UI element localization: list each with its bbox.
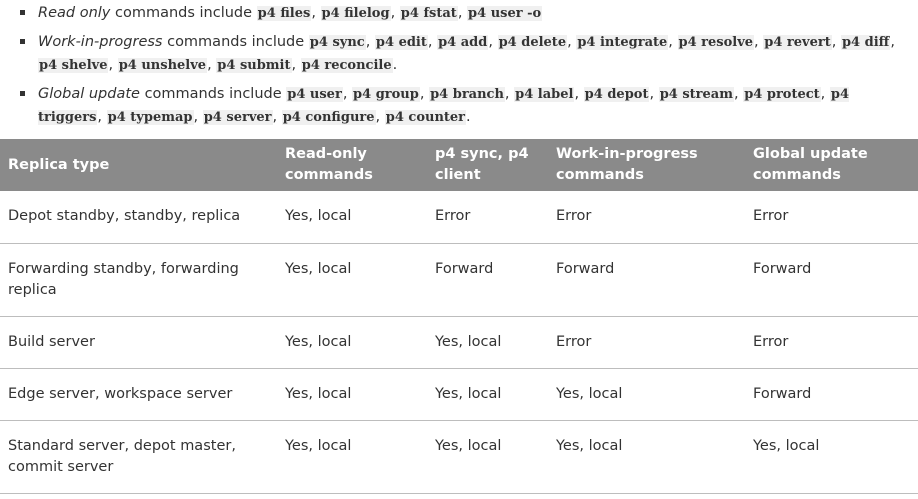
command-category-list	[0, 2, 918, 135]
command: p4 configure	[282, 110, 375, 125]
cell-sync-client: Yes, local	[427, 420, 548, 493]
cell-work-in-progress: Yes, local	[548, 420, 745, 493]
command: p4 diff	[841, 35, 890, 50]
command: p4 typemap	[107, 110, 193, 125]
command: p4 revert	[764, 35, 831, 50]
bullet-work-in-progress: Work-in-progress commands include p4 sync, p4 edit, p4 add, p4 delete, p4 integrate, p4 resolve, p4 revert, p4 diff, p4 shelve, p4 unshelve, p4 submit, p4 reconcile.	[0, 31, 918, 77]
command: p4 filelog	[321, 6, 390, 21]
cell-global-update: Error	[745, 191, 918, 243]
bullet-square-icon	[20, 91, 25, 96]
cell-replica-type: Standard server, depot master, commit server	[0, 420, 277, 493]
bullet-term: Work-in-progress	[38, 34, 163, 50]
cell-sync-client: Error	[427, 191, 548, 243]
cell-global-update: Forward	[745, 368, 918, 420]
bullet-text: commands include	[144, 86, 282, 102]
cell-sync-client: Yes, local	[427, 368, 548, 420]
table-header-row	[0, 139, 918, 191]
header-replica-type: Replica type	[0, 139, 277, 191]
command: p4 resolve	[678, 35, 754, 50]
header-p4-sync-client: p4 sync, p4 client	[427, 139, 548, 191]
table-row	[0, 191, 918, 243]
cell-global-update: Forward	[745, 243, 918, 316]
table-row	[0, 243, 918, 316]
cell-replica-type: Build server	[0, 316, 277, 368]
bullet-read-only: Read only commands include p4 files, p4 filelog, p4 fstat, p4 user -o	[0, 2, 918, 25]
command: p4 stream	[659, 87, 733, 102]
command: p4 submit	[217, 58, 291, 73]
command: p4 counter	[385, 110, 466, 125]
cell-read-only: Yes, local	[277, 316, 427, 368]
command: p4 unshelve	[118, 58, 207, 73]
command: p4 files	[257, 6, 311, 21]
cell-read-only: Yes, local	[277, 368, 427, 420]
bullet-term: Global update	[38, 86, 140, 102]
cell-read-only: Yes, local	[277, 243, 427, 316]
command: p4 user -o	[468, 6, 542, 21]
bullet-text: commands include	[114, 5, 253, 21]
command: p4 group	[353, 87, 419, 102]
command: p4 add	[438, 35, 488, 50]
command: p4 server	[203, 110, 272, 125]
cell-sync-client: Yes, local	[427, 316, 548, 368]
header-work-in-progress-commands: Work-in-progress commands	[548, 139, 745, 191]
cell-read-only: Yes, local	[277, 191, 427, 243]
bullet-text: commands include	[167, 34, 305, 50]
command: p4 integrate	[577, 35, 668, 50]
table-row	[0, 316, 918, 368]
cell-work-in-progress: Forward	[548, 243, 745, 316]
bullet-global-update: Global update commands include p4 user, p4 group, p4 branch, p4 label, p4 depot, p4 stream, p4 protect, p4 triggers, p4 typemap, p4 server, p4 configure, p4 counter.	[0, 83, 918, 129]
cell-work-in-progress: Error	[548, 191, 745, 243]
command: p4 label	[515, 87, 574, 102]
command: p4 protect	[744, 87, 820, 102]
header-read-only-commands: Read-only commands	[277, 139, 427, 191]
command: p4 edit	[375, 35, 427, 50]
header-global-update-commands: Global update commands	[745, 139, 918, 191]
command: p4 reconcile	[301, 58, 392, 73]
cell-sync-client: Forward	[427, 243, 548, 316]
cell-replica-type: Depot standby, standby, replica	[0, 191, 277, 243]
command: p4 shelve	[39, 58, 108, 73]
command: p4 delete	[498, 35, 567, 50]
command: p4 triggers	[38, 87, 850, 125]
cell-work-in-progress: Error	[548, 316, 745, 368]
cell-replica-type: Edge server, workspace server	[0, 368, 277, 420]
replica-commands-table	[0, 139, 918, 494]
table-row	[0, 368, 918, 420]
command: p4 sync	[309, 35, 365, 50]
bullet-term: Read only	[38, 5, 111, 21]
cell-global-update: Yes, local	[745, 420, 918, 493]
cell-replica-type: Forwarding standby, forwarding replica	[0, 243, 277, 316]
command: p4 fstat	[400, 6, 457, 21]
table-row	[0, 420, 918, 493]
cell-global-update: Error	[745, 316, 918, 368]
command: p4 user	[287, 87, 342, 102]
cell-work-in-progress: Yes, local	[548, 368, 745, 420]
cell-read-only: Yes, local	[277, 420, 427, 493]
bullet-square-icon	[20, 10, 25, 15]
command: p4 branch	[430, 87, 504, 102]
bullet-square-icon	[20, 39, 25, 44]
command: p4 depot	[584, 87, 649, 102]
